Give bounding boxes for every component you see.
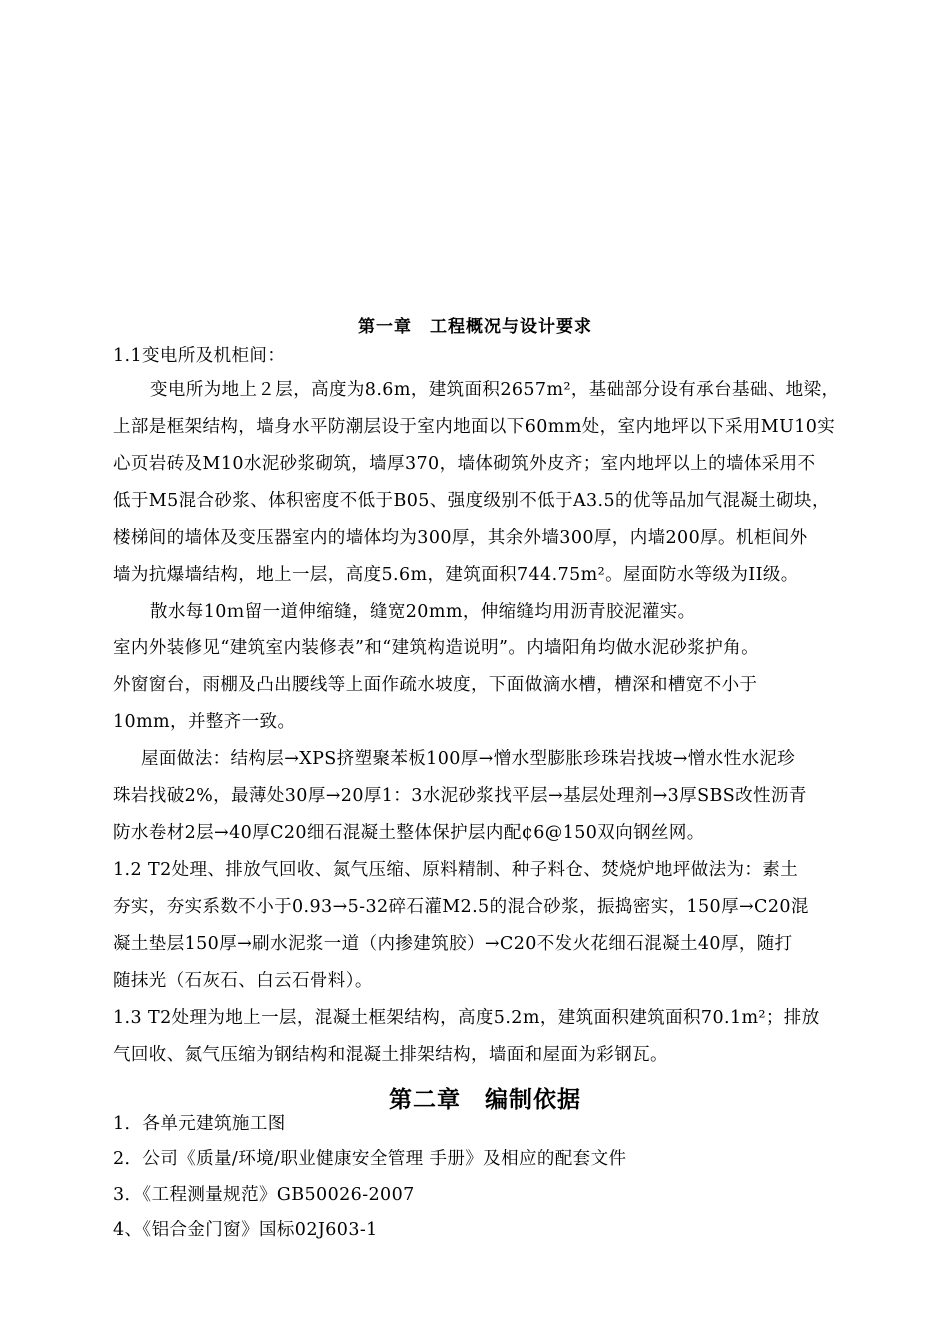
- reference-item-1: 1．各单元建筑施工图: [113, 1114, 286, 1134]
- paragraph-4-line-1: 屋面做法：结构层→XPS挤塑聚苯板100厚→憎水型膨胀珍珠岩找坡→憎水性水泥珍: [141, 749, 796, 769]
- paragraph-5-line-4: 随抹光（石灰石、白云石骨料）。: [113, 971, 373, 991]
- paragraph-5-line-2: 夯实，夯实系数不小于0.93→5-32碎石灌M2.5的混合砂浆，振捣密实，150厚→C20混: [113, 897, 809, 917]
- reference-item-4: 4、《铝合金门窗》国标02J603-1: [113, 1220, 378, 1240]
- paragraph-2: 散水每10ｍ留一道伸缩缝，缝宽20mm，伸缩缝均用沥青胶泥灌实。: [150, 602, 696, 622]
- reference-item-2: 2．公司《质量/环境/职业健康安全管理 手册》及相应的配套文件: [113, 1149, 627, 1169]
- chapter-2-title: 第二章 编制依据: [389, 1087, 581, 1113]
- paragraph-3-line-2: 外窗窗台，雨棚及凸出腰线等上面作疏水坡度，下面做滴水槽，槽深和槽宽不小于: [113, 675, 758, 695]
- paragraph-1-line-3: 心页岩砖及M10水泥砂浆砌筑，墙厚370，墙体砌筑外皮齐；室内地坪以上的墙体采用不: [113, 454, 816, 474]
- paragraph-1-line-2: 上部是框架结构，墙身水平防潮层设于室内地面以下60mm处，室内地坪以下采用MU10实: [113, 417, 836, 437]
- paragraph-6-line-2: 气回收、氮气压缩为钢结构和混凝土排架结构，墙面和屋面为彩钢瓦。: [113, 1045, 668, 1065]
- paragraph-1-line-6: 墙为抗爆墙结构，地上一层，高度5.6m，建筑面积744.75m²。屋面防水等级为II级。: [113, 565, 799, 585]
- chapter-1-title: 第一章 工程概况与设计要求: [358, 317, 592, 337]
- paragraph-3-line-3: 10mm，并整齐一致。: [113, 712, 296, 732]
- paragraph-5-line-3: 凝土垫层150厚→刷水泥浆一道（内掺建筑胶）→C20不发火花细石混凝土40厚，随打: [113, 934, 793, 954]
- paragraph-4-line-3: 防水卷材2层→40厚C20细石混凝土整体保护层内配¢6@150双向钢丝网。: [113, 823, 705, 843]
- paragraph-3-line-1: 室内外装修见“建筑室内装修表”和“建筑构造说明”。内墙阳角均做水泥砂浆护角。: [113, 638, 759, 658]
- paragraph-1-line-4: 低于M5混合砂浆、体积密度不低于B05、强度级别不低于A3.5的优等品加气混凝土砌块，: [113, 491, 830, 511]
- paragraph-4-line-2: 珠岩找破2%，最薄处30厚→20厚1：3水泥砂浆找平层→基层处理剂→3厚SBS改性沥青: [113, 786, 807, 806]
- paragraph-1-line-5: 楼梯间的墙体及变压器室内的墙体均为300厚，其余外墙300厚，内墙200厚。机柜间外: [113, 528, 808, 548]
- section-1-1-heading: 1.1变电所及机柜间：: [113, 346, 286, 366]
- reference-item-3: 3．《工程测量规范》GB50026-2007: [113, 1185, 415, 1205]
- paragraph-5-line-1: 1.2 T2处理、排放气回收、氮气压缩、原料精制、种子料仓、焚烧炉地坪做法为：素土: [113, 860, 799, 880]
- paragraph-6-line-1: 1.3 T2处理为地上一层，混凝土框架结构，高度5.2m，建筑面积建筑面积70.1m²；排放: [113, 1008, 820, 1028]
- paragraph-1-line-1: 变电所为地上２层，高度为8.6m，建筑面积2657m²，基础部分设有承台基础、地梁，: [150, 380, 840, 400]
